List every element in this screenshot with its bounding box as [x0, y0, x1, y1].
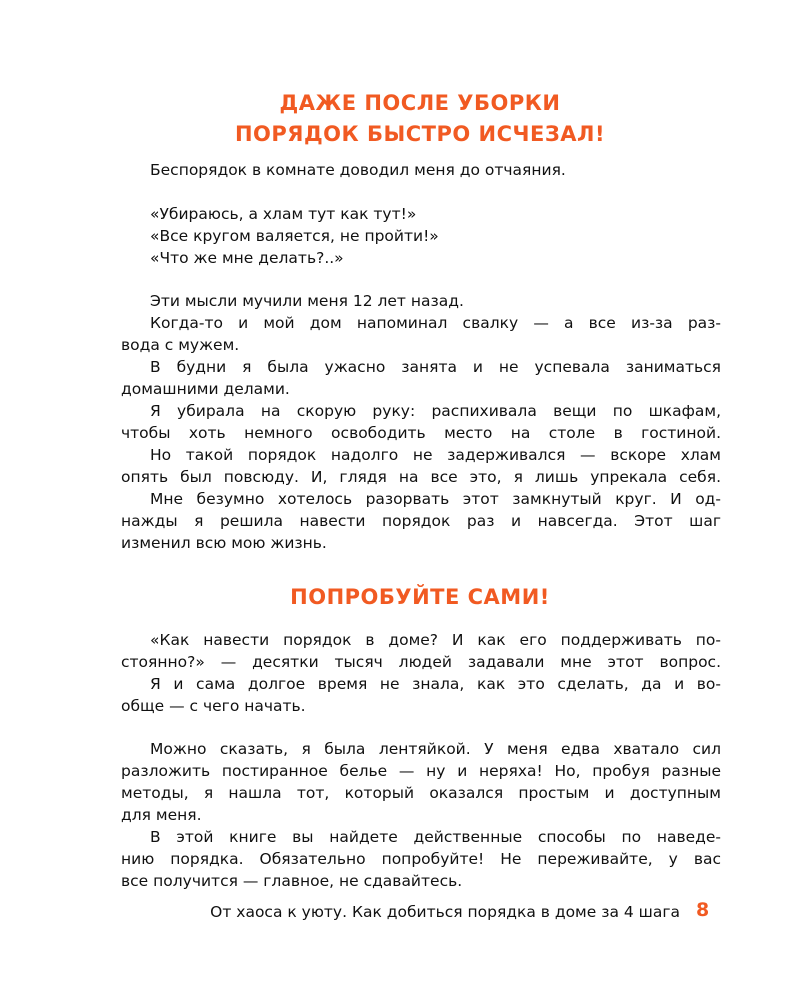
- quote-line: «Убираюсь, а хлам тут как тут!»: [150, 205, 417, 223]
- section-heading-2: ПОПРОБУЙТЕ САМИ!: [290, 585, 550, 609]
- text-line: Мне безумно хотелось разорвать этот замкнутый круг. И од-: [150, 490, 721, 508]
- quote-line: «Что же мне делать?..»: [150, 249, 344, 267]
- text-line: Эти мысли мучили меня 12 лет назад.: [150, 292, 464, 310]
- running-footer-title: От хаоса к уюту. Как добиться порядка в доме за 4 шага: [210, 903, 680, 921]
- text-line: стоянно?» — десятки тысяч людей задавали мне этот вопрос.: [121, 653, 721, 671]
- text-line: «Как навести порядок в доме? И как его поддерживать по-: [150, 631, 721, 649]
- text-line: нажды я решила навести порядок раз и навсегда. Этот шаг: [121, 512, 721, 530]
- text-line: изменил всю мою жизнь.: [121, 534, 327, 552]
- text-line: В будни я была ужасно занята и не успевала заниматься: [150, 358, 721, 376]
- text-line: методы, я нашла тот, который оказался простым и доступным: [121, 784, 721, 802]
- text-line: Но такой порядок надолго не задерживался — вскоре хлам: [150, 446, 721, 464]
- text-line: все получится — главное, не сдавайтесь.: [121, 872, 463, 890]
- text-line: нию порядка. Обязательно попробуйте! Не переживайте, у вас: [121, 850, 721, 868]
- text-line: вода с мужем.: [121, 336, 240, 354]
- text-line: обще — с чего начать.: [121, 697, 306, 715]
- text-line: В этой книге вы найдете действенные способы по наведе-: [150, 828, 721, 846]
- quote-line: «Все кругом валяется, не пройти!»: [150, 227, 439, 245]
- text-line: Можно сказать, я была лентяйкой. У меня едва хватало сил: [150, 740, 721, 758]
- text-line: Когда-то и мой дом напоминал свалку — а все из-за раз-: [150, 314, 721, 332]
- text-line: Я и сама долгое время не знала, как это сделать, да и во-: [150, 675, 721, 693]
- text-line: разложить постиранное белье — ну и неряха! Но, пробуя разные: [121, 762, 721, 780]
- section-heading-1: [0, 88, 800, 150]
- text-line: для меня.: [121, 806, 202, 824]
- page-number: 8: [696, 899, 710, 921]
- text-line: домашними делами.: [121, 380, 290, 398]
- text-line: Я убирала на скорую руку: распихивала вещи по шкафам,: [150, 402, 721, 420]
- heading-line: ДАЖЕ ПОСЛЕ УБОРКИ: [279, 91, 561, 115]
- text-line: опять был повсюду. И, глядя на все это, я лишь упрекала себя.: [121, 468, 721, 486]
- text-line: чтобы хоть немного освободить место на столе в гостиной.: [121, 424, 721, 442]
- text-line: Беспорядок в комнате доводил меня до отчаяния.: [150, 161, 566, 179]
- heading-line: ПОРЯДОК БЫСТРО ИСЧЕЗАЛ!: [234, 122, 606, 146]
